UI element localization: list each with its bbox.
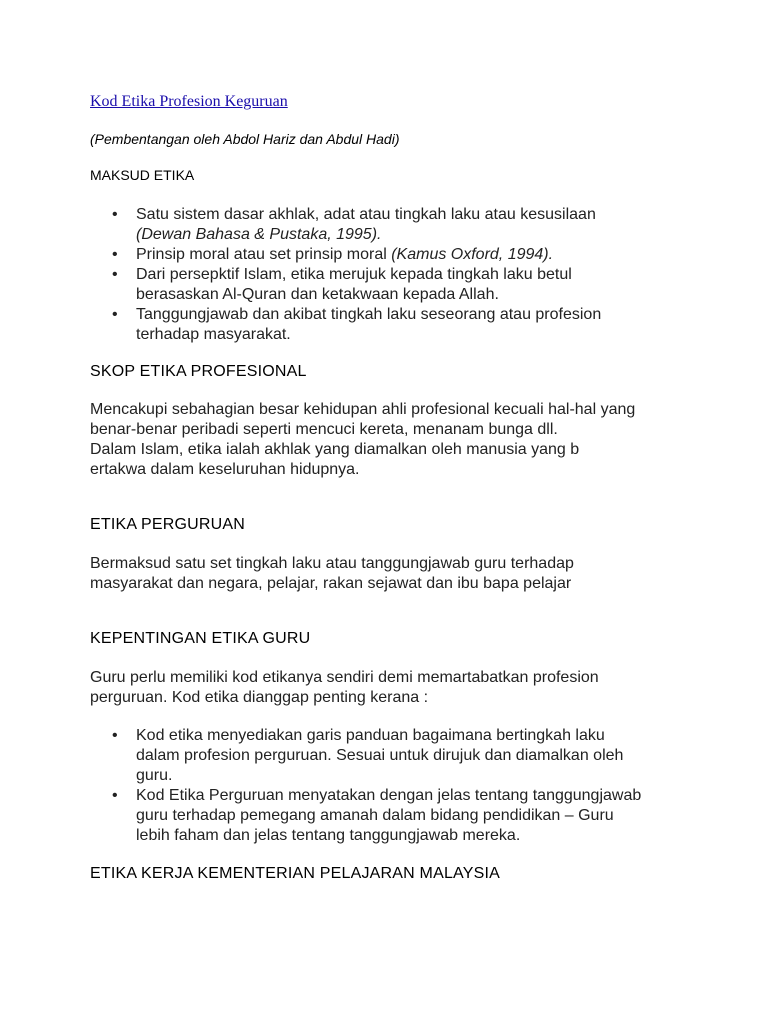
paragraph-line: Dalam Islam, etika ialah akhlak yang diamalkan oleh manusia yang b bbox=[90, 441, 580, 458]
bullet-icon: • bbox=[112, 727, 118, 744]
bullet-icon: • bbox=[112, 246, 118, 263]
list-item bbox=[0, 786, 700, 846]
list-item-citation: (Dewan Bahasa & Pustaka, 1995). bbox=[136, 226, 382, 243]
kepentingan-list bbox=[0, 726, 700, 846]
skop-paragraph bbox=[90, 400, 690, 480]
list-item-text: berasaskan Al-Quran dan ketakwaan kepada Allah. bbox=[136, 286, 499, 303]
list-item bbox=[0, 726, 700, 786]
paragraph-line: perguruan. Kod etika dianggap penting kerana : bbox=[90, 689, 429, 706]
presenter-credit: (Pembentangan oleh Abdol Hariz dan Abdul Hadi) bbox=[90, 131, 400, 147]
maksud-etika-list bbox=[0, 205, 700, 345]
paragraph-line: benar-benar peribadi seperti mencuci kereta, menanam bunga dll. bbox=[90, 421, 558, 438]
paragraph-line: Bermaksud satu set tingkah laku atau tanggungjawab guru terhadap bbox=[90, 555, 574, 572]
kepentingan-paragraph bbox=[90, 668, 690, 708]
list-item bbox=[0, 245, 700, 265]
heading-kepentingan-etika: KEPENTINGAN ETIKA GURU bbox=[90, 630, 311, 647]
list-item-text: Kod etika menyediakan garis panduan bagaimana bertingkah laku bbox=[136, 727, 605, 744]
list-item-text: Dari persepktif Islam, etika merujuk kepada tingkah laku betul bbox=[136, 266, 572, 283]
list-item-text: Prinsip moral atau set prinsip moral bbox=[136, 246, 392, 263]
bullet-icon: • bbox=[112, 787, 118, 804]
paragraph-line: masyarakat dan negara, pelajar, rakan sejawat dan ibu bapa pelajar bbox=[90, 575, 572, 592]
bullet-icon: • bbox=[112, 266, 118, 283]
bullet-icon: • bbox=[112, 306, 118, 323]
list-item-citation: (Kamus Oxford, 1994). bbox=[391, 246, 554, 263]
list-item-text: dalam profesion perguruan. Sesuai untuk dirujuk dan diamalkan oleh bbox=[136, 747, 624, 764]
heading-maksud-etika: MAKSUD ETIKA bbox=[90, 167, 195, 183]
document-title-link[interactable]: Kod Etika Profesion Keguruan bbox=[90, 93, 288, 110]
paragraph-line: Guru perlu memiliki kod etikanya sendiri demi memartabatkan profesion bbox=[90, 669, 599, 686]
list-item-text: Satu sistem dasar akhlak, adat atau tingkah laku atau kesusilaan bbox=[136, 206, 596, 223]
list-item-text: terhadap masyarakat. bbox=[136, 326, 291, 343]
perguruan-paragraph bbox=[90, 554, 690, 594]
list-item-text: guru terhadap pemegang amanah dalam bidang pendidikan – Guru bbox=[136, 807, 614, 824]
list-item-text: Tanggungjawab dan akibat tingkah laku seseorang atau profesion bbox=[136, 306, 602, 323]
list-item-text: lebih faham dan jelas tentang tanggungjawab mereka. bbox=[136, 827, 521, 844]
list-item-text: Kod Etika Perguruan menyatakan dengan jelas tentang tanggungjawab bbox=[136, 787, 642, 804]
list-item bbox=[0, 305, 700, 345]
list-item-text: guru. bbox=[136, 767, 173, 784]
paragraph-line: Mencakupi sebahagian besar kehidupan ahli profesional kecuali hal-hal yang bbox=[90, 401, 636, 418]
list-item bbox=[0, 205, 700, 245]
paragraph-line: ertakwa dalam keseluruhan hidupnya. bbox=[90, 461, 360, 478]
list-item bbox=[0, 265, 700, 305]
heading-skop-etika: SKOP ETIKA PROFESIONAL bbox=[90, 363, 307, 380]
bullet-icon: • bbox=[112, 206, 118, 223]
heading-etika-perguruan: ETIKA PERGURUAN bbox=[90, 516, 246, 533]
list-item-text-wrap bbox=[136, 245, 700, 265]
heading-etika-kerja: ETIKA KERJA KEMENTERIAN PELAJARAN MALAYSIA bbox=[90, 865, 501, 882]
